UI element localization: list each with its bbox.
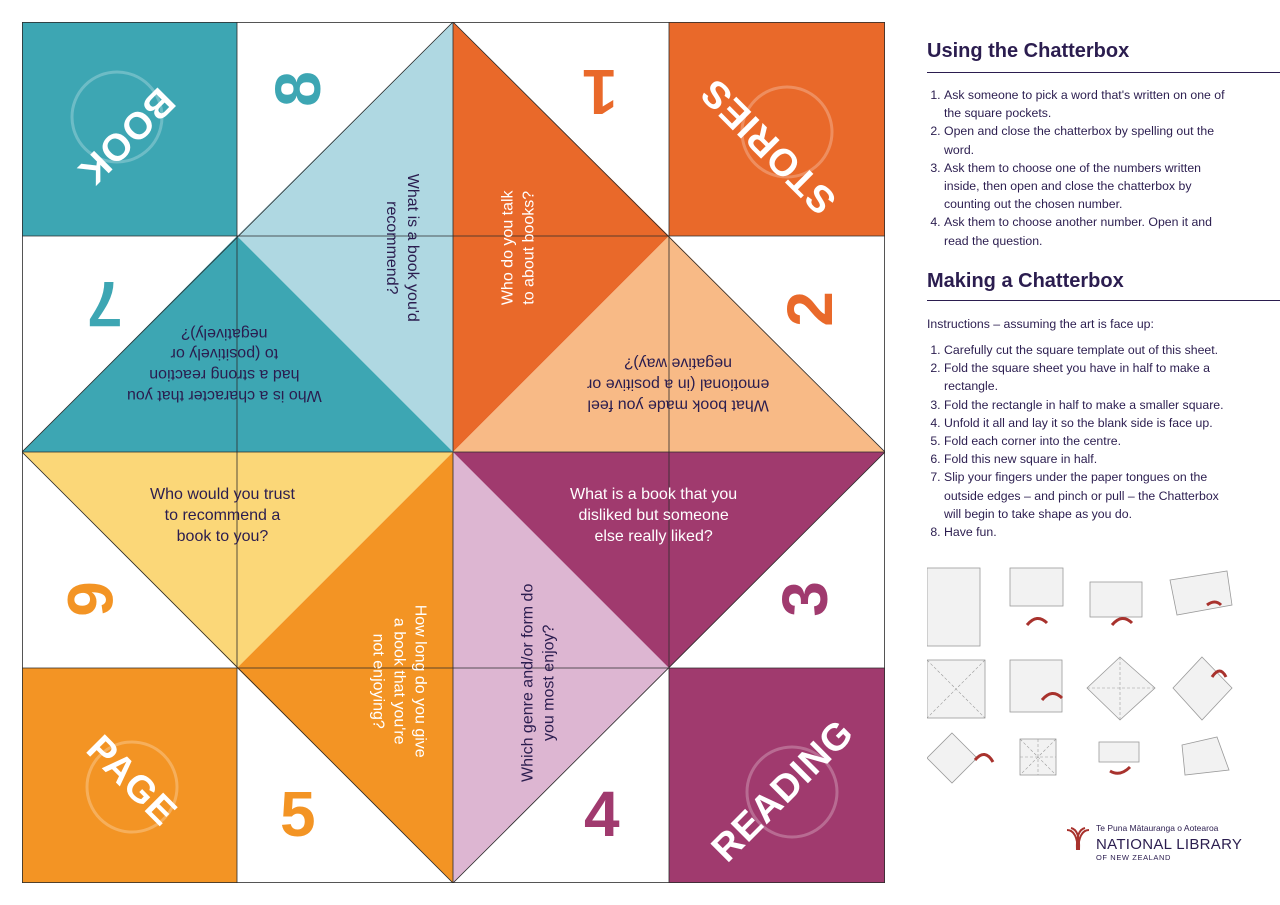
word-book: BOOK	[69, 79, 183, 193]
question-trust: Who would you trust to recommend a book to you?	[150, 486, 295, 545]
number-5: 5	[280, 778, 316, 850]
folding-diagrams	[927, 565, 1247, 795]
using-step-1: 1. Ask someone to pick a word that's written on one of the square pockets.	[944, 86, 1239, 122]
making-step-3: 3. Fold the rectangle in half to make a smaller square.	[944, 396, 1239, 414]
diagram-step-11	[1099, 742, 1139, 762]
making-step-8: 8. Have fun.	[944, 523, 1239, 541]
word-page: PAGE	[78, 727, 185, 835]
using-step-2: 2. Open and close the chatterbox by spelling out the word.	[944, 122, 1239, 158]
diagram-step-1	[927, 568, 980, 646]
number-6: 6	[53, 581, 126, 617]
making-title: Making a Chatterbox	[927, 270, 1124, 292]
diagram-step-6	[1010, 660, 1062, 712]
making-step-2: 2. Fold the square sheet you have in half to make a rectangle.	[944, 359, 1239, 395]
making-step-6: 6. Fold this new square in half.	[944, 450, 1239, 468]
number-3: 3	[768, 581, 841, 617]
diagram-step-12	[1182, 737, 1229, 775]
using-rule	[927, 72, 1280, 73]
logo-name: NATIONAL LIBRARY	[1096, 836, 1243, 853]
making-step-1: 1. Carefully cut the square template out of this sheet.	[944, 341, 1239, 359]
library-logo-icon	[1064, 824, 1092, 852]
logo-sub: OF NEW ZEALAND	[1096, 853, 1172, 862]
making-rule	[927, 300, 1280, 301]
using-steps	[927, 86, 1239, 250]
making-step-5: 5. Fold each corner into the centre.	[944, 432, 1239, 450]
using-step-3: 3. Ask them to choose one of the numbers written inside, then open and close the chatterbox by counting out the chosen number.	[944, 159, 1239, 214]
question-disliked: What is a book that you disliked but someone else really liked?	[570, 486, 738, 545]
using-title: Using the Chatterbox	[927, 40, 1130, 62]
diagram-step-3	[1090, 582, 1142, 617]
diagram-step-8	[1173, 657, 1232, 720]
making-step-7: 7. Slip your fingers under the paper tongues on the outside edges – and pinch or pull – the Chatterbox will begin to take shape as you do.	[944, 468, 1239, 523]
word-stories: STORIES	[692, 69, 845, 223]
question-emotional: What book made you feel emotional (in a positive or negative way)?	[587, 354, 770, 414]
using-step-4: 4. Ask them to choose another number. Open it and read the question.	[944, 213, 1239, 249]
question-talk: Who do you talk to about books?	[499, 190, 538, 306]
question-genre: Which genre and/or form do you most enjoy?	[519, 583, 558, 782]
making-intro: Instructions – assuming the art is face up:	[927, 317, 1154, 331]
making-step-4: 4. Unfold it all and lay it so the blank side is face up.	[944, 414, 1239, 432]
diagram-step-7	[1087, 657, 1155, 720]
number-7: 7	[87, 268, 123, 340]
word-reading: READING	[703, 711, 863, 871]
question-how-long: How long do you give a book that you're not enjoying?	[370, 604, 429, 758]
logo-maori-name: Te Puna Mātauranga o Aotearoa	[1096, 823, 1219, 833]
instructions-panel	[927, 0, 1280, 905]
question-character: Who is a character that you had a strong reaction to (positively or negatively)?	[127, 324, 322, 405]
number-1: 1	[582, 56, 618, 128]
number-4: 4	[584, 778, 620, 850]
number-8: 8	[261, 71, 334, 107]
number-2: 2	[773, 291, 846, 327]
making-steps	[927, 341, 1239, 541]
diagram-step-4	[1170, 571, 1232, 615]
question-recommend: What is a book you'd recommend?	[383, 173, 421, 322]
diagram-step-2	[1010, 568, 1063, 606]
diagram-step-9	[927, 733, 977, 783]
chatterbox-template	[22, 22, 885, 883]
